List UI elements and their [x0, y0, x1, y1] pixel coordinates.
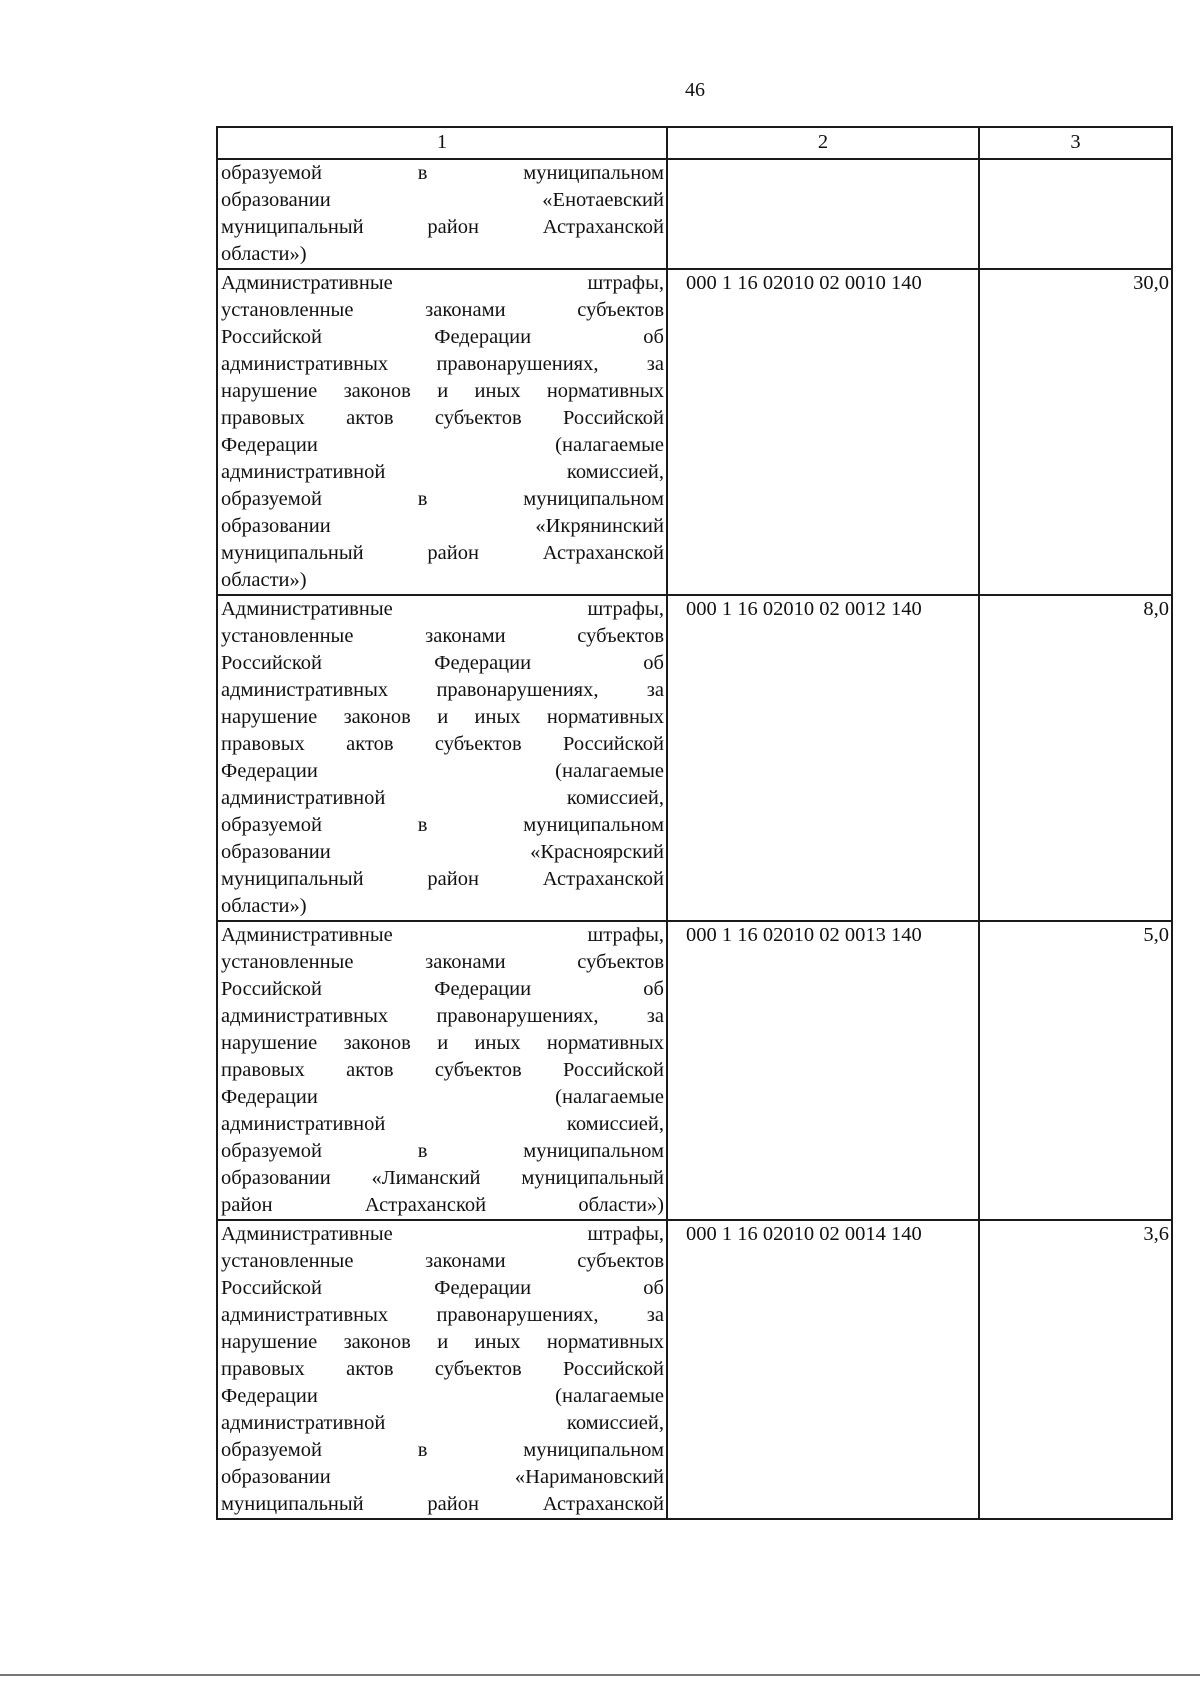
column-header-3: 3 [979, 127, 1172, 159]
revenue-name-line: Российской Федерации об [221, 652, 664, 674]
revenue-name-line: Административные штрафы, [221, 272, 664, 294]
revenue-name-line: административной комиссией, [221, 461, 664, 483]
budget-code-cell: 000 1 16 02010 02 0012 140 [667, 595, 979, 921]
scan-bottom-edge [0, 1674, 1200, 1676]
revenue-name-line: образуемой в муниципальном [221, 488, 664, 510]
table-row [217, 159, 1172, 269]
column-header-2: 2 [667, 127, 979, 159]
amount-cell: 8,0 [979, 595, 1172, 921]
revenue-name-line: образовании «Красноярский [221, 841, 664, 863]
revenue-name-line: Административные штрафы, [221, 1223, 664, 1245]
revenue-name-line: образовании «Икрянинский [221, 515, 664, 537]
amount-cell: 30,0 [979, 269, 1172, 595]
amount-cell [979, 159, 1172, 269]
budget-code-cell: 000 1 16 02010 02 0010 140 [667, 269, 979, 595]
revenue-name-cell [217, 1220, 667, 1519]
revenue-name-line: области») [221, 569, 307, 591]
revenue-name-line: установленные законами субъектов [221, 1250, 664, 1272]
revenue-name-line: Административные штрафы, [221, 598, 664, 620]
revenue-name-line: образовании «Енотаевский [221, 189, 664, 211]
revenue-name-cell [217, 269, 667, 595]
revenue-name-line: правовых актов субъектов Российской [221, 733, 664, 755]
budget-code-cell [667, 159, 979, 269]
revenue-name-line: административных правонарушениях, за [221, 679, 664, 701]
revenue-name-line: район Астраханской области») [221, 1194, 664, 1216]
table-body [217, 159, 1172, 1519]
revenue-name-line: области») [221, 895, 307, 917]
revenue-name-line: образуемой в муниципальном [221, 1140, 664, 1162]
revenue-name-line: нарушение законов и иных нормативных [221, 380, 664, 402]
revenue-name-line: правовых актов субъектов Российской [221, 1358, 664, 1380]
amount-cell: 5,0 [979, 921, 1172, 1220]
budget-revenue-table [216, 126, 1173, 1520]
revenue-name-line: образуемой в муниципальном [221, 162, 664, 184]
revenue-name-line: правовых актов субъектов Российской [221, 407, 664, 429]
revenue-name-line: Российской Федерации об [221, 978, 664, 1000]
table-header-row [217, 127, 1172, 159]
column-header-1: 1 [217, 127, 667, 159]
table-row [217, 921, 1172, 1220]
revenue-name-line: области») [221, 243, 307, 265]
revenue-name-line: правовых актов субъектов Российской [221, 1059, 664, 1081]
revenue-name-line: образуемой в муниципальном [221, 1439, 664, 1461]
budget-code-cell: 000 1 16 02010 02 0014 140 [667, 1220, 979, 1519]
revenue-name-line: Административные штрафы, [221, 924, 664, 946]
table-row [217, 269, 1172, 595]
revenue-name-line: образовании «Лиманский муниципальный [221, 1167, 664, 1189]
revenue-name-line: административной комиссией, [221, 1412, 664, 1434]
revenue-name-line: нарушение законов и иных нормативных [221, 1032, 664, 1054]
revenue-name-line: Федерации (налагаемые [221, 434, 664, 456]
revenue-name-line: нарушение законов и иных нормативных [221, 1331, 664, 1353]
revenue-name-line: административной комиссией, [221, 1113, 664, 1135]
revenue-name-line: муниципальный район Астраханской [221, 1493, 664, 1515]
revenue-name-line: административных правонарушениях, за [221, 353, 664, 375]
revenue-name-line: административной комиссией, [221, 787, 664, 809]
revenue-name-line: установленные законами субъектов [221, 951, 664, 973]
revenue-name-line: административных правонарушениях, за [221, 1005, 664, 1027]
revenue-name-line: административных правонарушениях, за [221, 1304, 664, 1326]
revenue-name-line: нарушение законов и иных нормативных [221, 706, 664, 728]
revenue-name-line: установленные законами субъектов [221, 625, 664, 647]
revenue-name-line: образовании «Наримановский [221, 1466, 664, 1488]
table-row [217, 1220, 1172, 1519]
amount-cell: 3,6 [979, 1220, 1172, 1519]
revenue-name-cell [217, 595, 667, 921]
revenue-name-line: муниципальный район Астраханской [221, 216, 664, 238]
revenue-name-line: Федерации (налагаемые [221, 1385, 664, 1407]
page-number: 46 [685, 79, 705, 101]
budget-code-cell: 000 1 16 02010 02 0013 140 [667, 921, 979, 1220]
table-row [217, 595, 1172, 921]
revenue-name-line: установленные законами субъектов [221, 299, 664, 321]
revenue-name-cell [217, 921, 667, 1220]
revenue-name-line: Российской Федерации об [221, 326, 664, 348]
revenue-name-line: Российской Федерации об [221, 1277, 664, 1299]
revenue-name-line: муниципальный район Астраханской [221, 542, 664, 564]
revenue-name-cell [217, 159, 667, 269]
revenue-name-line: образуемой в муниципальном [221, 814, 664, 836]
revenue-name-line: Федерации (налагаемые [221, 760, 664, 782]
revenue-name-line: Федерации (налагаемые [221, 1086, 664, 1108]
revenue-name-line: муниципальный район Астраханской [221, 868, 664, 890]
